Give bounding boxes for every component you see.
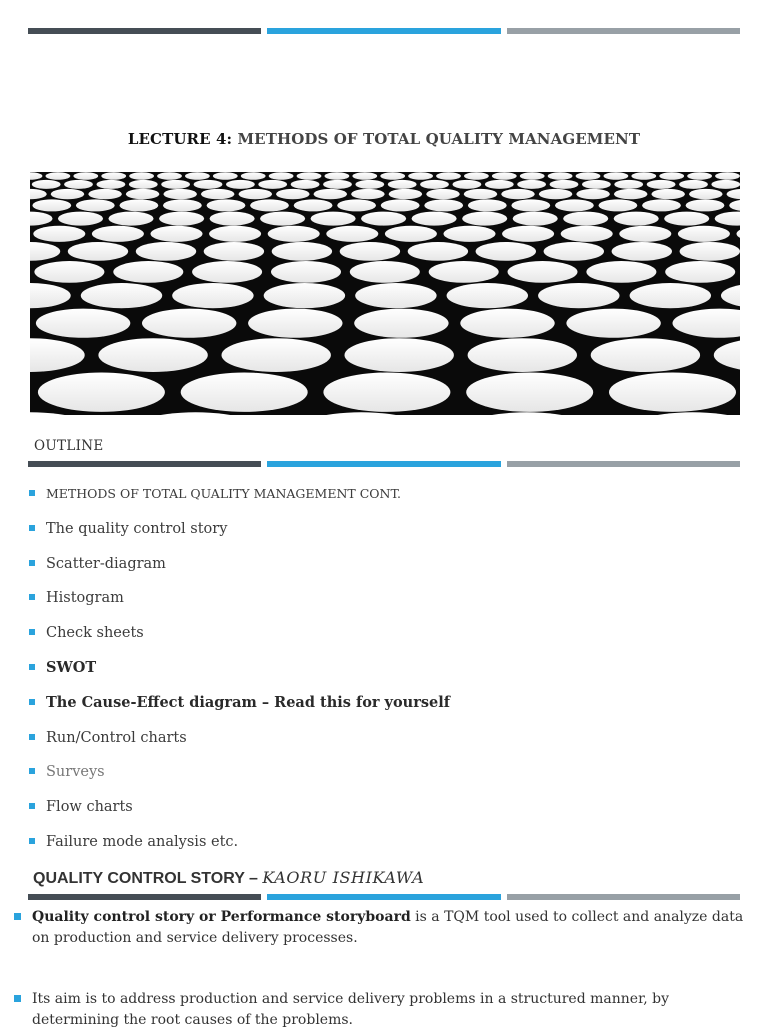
disc-shape xyxy=(687,172,712,180)
bullet-icon xyxy=(29,699,35,705)
disc-shape xyxy=(120,199,159,211)
disc-shape xyxy=(32,199,71,211)
disc-shape xyxy=(426,189,459,199)
disc-shape xyxy=(501,189,534,199)
disc-shape xyxy=(566,309,660,338)
paragraph-definition xyxy=(14,907,754,949)
disc-shape xyxy=(185,172,210,180)
outline-list xyxy=(28,484,728,867)
list-item-text: Check sheets xyxy=(46,625,144,642)
disc-shape xyxy=(157,172,182,180)
list-item-text: Failure mode analysis etc. xyxy=(46,833,239,850)
disc-shape xyxy=(631,172,656,180)
disc-shape xyxy=(563,212,608,226)
disc-shape xyxy=(291,180,320,189)
disc-shape xyxy=(389,189,422,199)
disc-shape xyxy=(159,212,204,226)
disc-shape xyxy=(129,172,154,180)
disc-shape xyxy=(101,172,126,180)
hero-image-discs xyxy=(30,172,740,415)
disc-shape xyxy=(325,172,350,180)
top-divider xyxy=(28,28,740,34)
disc-shape xyxy=(272,242,332,261)
disc-shape xyxy=(136,242,196,261)
list-item-text: The Cause-Effect diagram – Read this for yourself xyxy=(46,693,450,711)
disc-shape xyxy=(161,180,190,189)
disc-shape xyxy=(561,226,613,242)
disc-shape xyxy=(453,180,482,189)
disc-shape xyxy=(268,226,320,242)
disc-shape xyxy=(355,180,384,189)
disc-shape xyxy=(326,226,378,242)
disc-shape xyxy=(412,212,457,226)
divider-segment-blue xyxy=(267,894,500,900)
disc-shape xyxy=(297,172,322,180)
divider-segment-grey xyxy=(507,28,740,34)
disc-shape xyxy=(464,189,497,199)
disc-shape xyxy=(612,242,672,261)
list-item-text: METHODS OF TOTAL QUALITY MANAGEMENT CONT. xyxy=(46,486,401,501)
list-item-text: Scatter-diagram xyxy=(46,555,166,572)
divider-segment-dark xyxy=(28,461,261,467)
disc-shape xyxy=(345,338,454,372)
disc-shape xyxy=(352,172,377,180)
disc-shape xyxy=(485,180,514,189)
disc-shape xyxy=(181,373,308,412)
disc-shape xyxy=(64,180,93,189)
disc-shape xyxy=(492,172,517,180)
page-title xyxy=(0,130,768,148)
paragraph-bold-term: Quality control story or Performance storyboard xyxy=(32,909,411,925)
disc-shape xyxy=(46,172,71,180)
title-main: METHODS OF TOTAL QUALITY MANAGEMENT xyxy=(237,130,641,148)
disc-shape xyxy=(408,172,433,180)
disc-shape xyxy=(258,180,287,189)
bullet-icon xyxy=(29,560,35,566)
disc-shape xyxy=(582,180,611,189)
disc-shape xyxy=(260,212,305,226)
disc-shape xyxy=(408,242,468,261)
disc-shape xyxy=(210,212,255,226)
bullet-icon xyxy=(14,913,21,920)
disc-shape xyxy=(350,261,420,283)
disc-shape xyxy=(539,189,572,199)
disc-shape xyxy=(548,172,573,180)
list-item-text: Flow charts xyxy=(46,799,133,816)
list-item xyxy=(28,519,728,554)
disc-shape xyxy=(468,199,507,211)
disc-shape xyxy=(163,199,202,211)
disc-shape xyxy=(204,242,264,261)
divider-segment-blue xyxy=(267,28,500,34)
section-heading xyxy=(33,868,424,888)
disc-shape xyxy=(555,199,594,211)
disc-shape xyxy=(361,212,406,226)
disc-shape xyxy=(614,212,659,226)
disc-shape xyxy=(591,338,700,372)
bullet-icon xyxy=(29,768,35,774)
disc-shape xyxy=(665,261,735,283)
disc-shape xyxy=(538,283,619,308)
disc-shape xyxy=(38,373,165,412)
divider-segment-grey xyxy=(507,461,740,467)
disc-shape xyxy=(444,226,496,242)
disc-shape xyxy=(508,261,578,283)
disc-shape xyxy=(172,283,253,308)
disc-shape xyxy=(381,199,420,211)
disc-shape xyxy=(51,189,84,199)
disc-shape xyxy=(222,338,331,372)
disc-shape xyxy=(340,242,400,261)
disc-shape xyxy=(73,172,98,180)
disc-shape xyxy=(207,199,246,211)
disc-shape xyxy=(647,180,676,189)
disc-shape xyxy=(351,189,384,199)
disc-shape xyxy=(576,172,601,180)
disc-shape xyxy=(711,180,740,189)
disc-shape xyxy=(264,283,345,308)
disc-shape xyxy=(619,226,671,242)
section-author: KAORU ISHIKAWA xyxy=(262,868,425,887)
disc-shape xyxy=(502,226,554,242)
disc-shape xyxy=(271,261,341,283)
disc-shape xyxy=(614,189,647,199)
disc-shape xyxy=(323,373,450,412)
disc-shape xyxy=(664,212,709,226)
disc-shape xyxy=(226,180,255,189)
disc-shape xyxy=(586,261,656,283)
disc-shape xyxy=(630,283,711,308)
disc-shape xyxy=(659,172,684,180)
disc-shape xyxy=(686,199,725,211)
disc-shape xyxy=(126,189,159,199)
list-item xyxy=(28,623,728,658)
disc-shape xyxy=(468,338,577,372)
disc-shape xyxy=(420,180,449,189)
outline-heading: OUTLINE xyxy=(34,438,104,454)
paragraph-aim xyxy=(14,989,754,1031)
disc-shape xyxy=(599,199,638,211)
disc-shape xyxy=(476,242,536,261)
divider-segment-grey xyxy=(507,894,740,900)
disc-shape xyxy=(239,189,272,199)
bullet-icon xyxy=(29,490,35,496)
disc-shape xyxy=(511,199,550,211)
disc-shape xyxy=(294,199,333,211)
list-item xyxy=(28,554,728,589)
disc-shape xyxy=(209,226,261,242)
disc-shape xyxy=(447,283,528,308)
disc-shape xyxy=(58,212,103,226)
bullet-icon xyxy=(14,995,21,1002)
disc-shape xyxy=(715,172,740,180)
list-item-text: The quality control story xyxy=(46,520,228,537)
disc-shape xyxy=(462,212,507,226)
disc-shape xyxy=(689,189,722,199)
section-divider xyxy=(28,894,740,900)
disc-shape xyxy=(97,180,126,189)
list-item-text: Run/Control charts xyxy=(46,729,187,746)
disc-shape xyxy=(466,373,593,412)
disc-shape xyxy=(679,180,708,189)
disc-shape xyxy=(248,309,342,338)
disc-shape xyxy=(241,172,266,180)
disc-shape xyxy=(129,180,158,189)
disc-shape xyxy=(164,189,197,199)
bullet-icon xyxy=(29,838,35,844)
disc-shape xyxy=(513,212,558,226)
disc-shape xyxy=(151,226,203,242)
disc-shape xyxy=(460,309,554,338)
paragraph-text: Its aim is to address production and service delivery problems in a structured manner, by determining the root causes of the problems. xyxy=(32,991,669,1028)
outline-divider xyxy=(28,461,740,467)
disc-shape xyxy=(614,180,643,189)
section-heading-text: QUALITY CONTROL STORY – xyxy=(33,870,258,887)
disc-shape xyxy=(609,373,736,412)
list-item-text: Surveys xyxy=(46,764,105,781)
paragraph-rest: is a TQM tool used to collect and analyze data on production and service delivery processes. xyxy=(32,909,744,946)
title-prefix: LECTURE 4: xyxy=(127,130,233,148)
disc-shape xyxy=(81,283,162,308)
disc-shape xyxy=(76,199,115,211)
disc-shape xyxy=(464,172,489,180)
disc-shape xyxy=(355,283,436,308)
disc-shape xyxy=(314,189,347,199)
disc-shape xyxy=(642,199,681,211)
disc-shape xyxy=(311,212,356,226)
disc-shape xyxy=(109,212,154,226)
list-item xyxy=(28,762,728,797)
disc-shape xyxy=(201,189,234,199)
disc-shape xyxy=(194,180,223,189)
list-item xyxy=(28,832,728,867)
disc-shape xyxy=(323,180,352,189)
bullet-icon xyxy=(29,629,35,635)
disc-shape xyxy=(34,261,104,283)
disc-shape xyxy=(385,226,437,242)
disc-shape xyxy=(429,261,499,283)
disc-shape xyxy=(388,180,417,189)
disc-shape xyxy=(250,199,289,211)
disc-shape xyxy=(92,226,144,242)
disc-shape xyxy=(680,242,740,261)
disc-shape xyxy=(436,172,461,180)
disc-shape xyxy=(550,180,579,189)
bullet-icon xyxy=(29,525,35,531)
list-item xyxy=(28,588,728,623)
disc-shape xyxy=(98,338,207,372)
disc-shape xyxy=(276,189,309,199)
list-item xyxy=(28,484,728,519)
disc-shape xyxy=(337,199,376,211)
disc-shape xyxy=(142,309,236,338)
bullet-icon xyxy=(29,734,35,740)
list-item-text: Histogram xyxy=(46,590,124,607)
list-item-text: SWOT xyxy=(46,658,97,676)
disc-shape xyxy=(88,189,121,199)
disc-shape xyxy=(544,242,604,261)
list-item xyxy=(28,693,728,728)
bullet-icon xyxy=(29,594,35,600)
disc-shape xyxy=(604,172,629,180)
disc-shape xyxy=(113,261,183,283)
disc-shape xyxy=(380,172,405,180)
disc-shape xyxy=(33,226,85,242)
disc-shape xyxy=(517,180,546,189)
disc-shape xyxy=(520,172,545,180)
disc-shape xyxy=(652,189,685,199)
disc-shape xyxy=(678,226,730,242)
paragraph-text xyxy=(32,907,754,949)
disc-shape xyxy=(424,199,463,211)
disc-shape xyxy=(36,309,130,338)
bullet-icon xyxy=(29,664,35,670)
disc-shape xyxy=(354,309,448,338)
disc-shape xyxy=(192,261,262,283)
disc-shape xyxy=(576,189,609,199)
divider-segment-dark xyxy=(28,894,261,900)
divider-segment-dark xyxy=(28,28,261,34)
disc-shape xyxy=(269,172,294,180)
disc-shape xyxy=(213,172,238,180)
divider-segment-blue xyxy=(267,461,500,467)
list-item xyxy=(28,728,728,763)
bullet-icon xyxy=(29,803,35,809)
disc-shape xyxy=(32,180,61,189)
disc-shape xyxy=(68,242,128,261)
list-item xyxy=(28,658,728,693)
list-item xyxy=(28,797,728,832)
